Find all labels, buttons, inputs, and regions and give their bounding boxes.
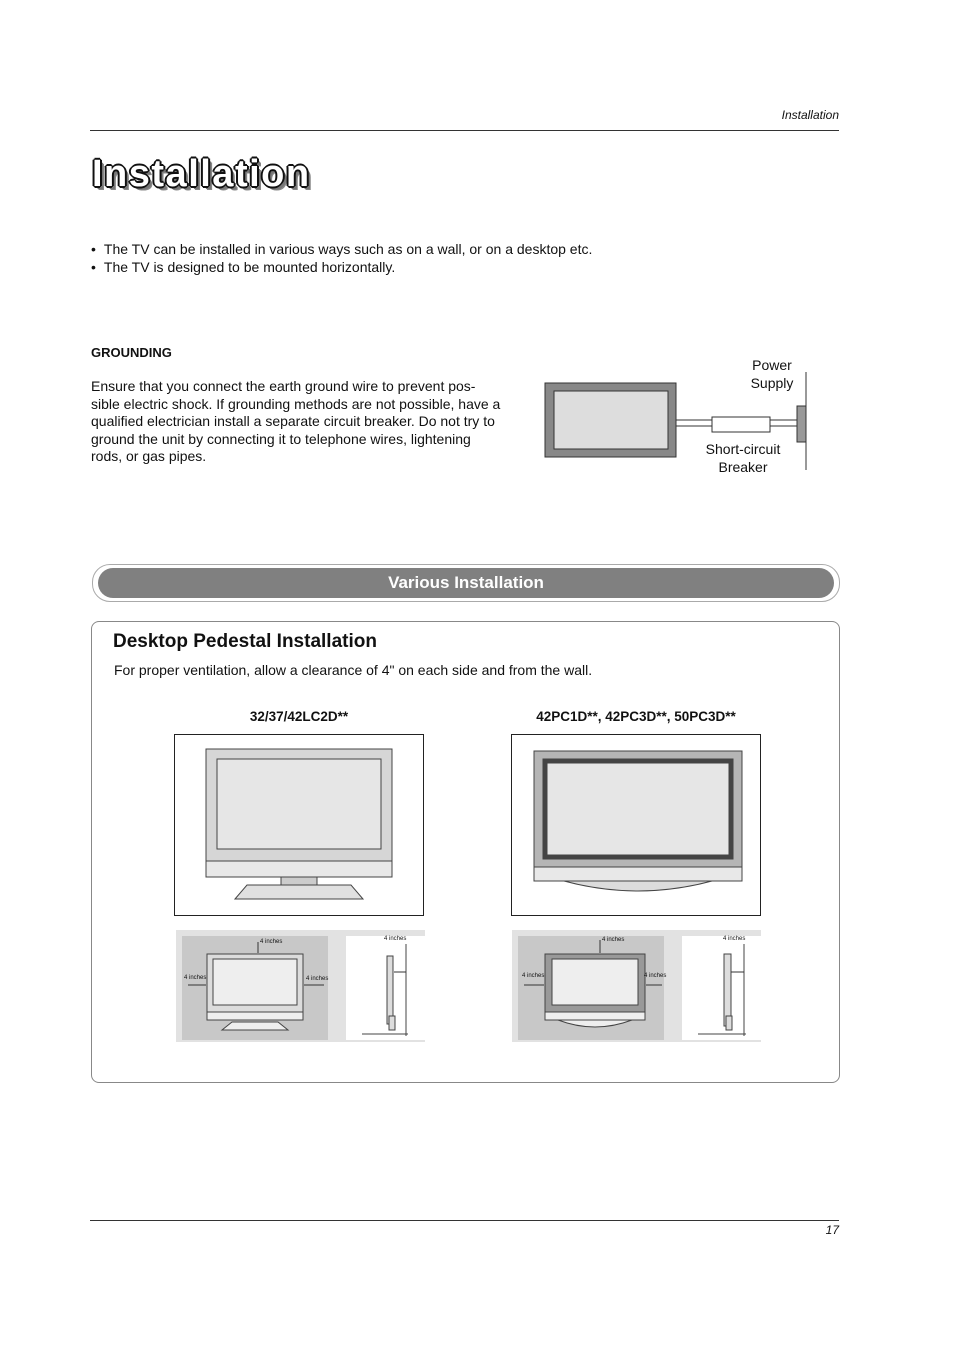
bullet-item: • The TV can be installed in various ways such as on a wall, or on a desktop etc.	[91, 241, 592, 259]
lcd-clearance-diagram	[176, 930, 425, 1042]
clearance-label-top: 4 inches	[260, 939, 283, 945]
clearance-label-wall: 4 inches	[384, 936, 407, 942]
model-label-lcd: 32/37/42LC2D**	[249, 709, 349, 724]
grounding-heading: GROUNDING	[91, 345, 172, 360]
clearance-label-wall: 4 inches	[723, 936, 746, 942]
breaker-label: Short-circuit Breaker	[705, 441, 781, 475]
footer-rule	[90, 1220, 839, 1221]
plasma-tv-icon	[512, 735, 760, 915]
model-label-plasma: 42PC1D**, 42PC3D**, 50PC3D**	[536, 709, 736, 724]
power-supply-label: Power Supply	[750, 357, 794, 391]
header-rule	[90, 130, 839, 131]
tv-screen	[554, 391, 668, 449]
clearance-label-top: 4 inches	[602, 937, 625, 943]
desktop-installation-title: Desktop Pedestal Installation	[113, 631, 377, 652]
section-banner-label: Various Installation	[98, 568, 834, 598]
plasma-clearance-icon	[512, 930, 761, 1042]
page-title: Installation	[92, 153, 311, 195]
clearance-label-left: 4 inches	[522, 973, 545, 979]
plasma-clearance-diagram	[512, 930, 761, 1042]
clearance-label-left: 4 inches	[184, 975, 207, 981]
clearance-label-right: 4 inches	[306, 976, 329, 982]
intro-bullets	[91, 241, 592, 276]
breaker-box	[712, 417, 770, 432]
lcd-tv-icon	[175, 735, 423, 915]
plasma-tv-illustration	[511, 734, 761, 916]
running-header: Installation	[781, 108, 839, 122]
section-banner	[92, 564, 840, 602]
lcd-tv-illustration	[174, 734, 424, 916]
desktop-installation-description: For proper ventilation, allow a clearance of 4" on each side and from the wall.	[114, 662, 593, 678]
bullet-item: • The TV is designed to be mounted horizontally.	[91, 259, 592, 277]
page-number: 17	[825, 1223, 839, 1237]
wall-outlet	[797, 406, 806, 442]
lcd-clearance-icon	[176, 930, 425, 1042]
clearance-label-right: 4 inches	[644, 973, 667, 979]
grounding-text: Ensure that you connect the earth ground wire to prevent pos-sible electric shock. If grounding methods are not possible, have a qualified electrician install a separate circuit breaker. Do not try to ground the unit by connecting it to telephone wires, lightening rods, or gas pipes.	[91, 378, 501, 464]
